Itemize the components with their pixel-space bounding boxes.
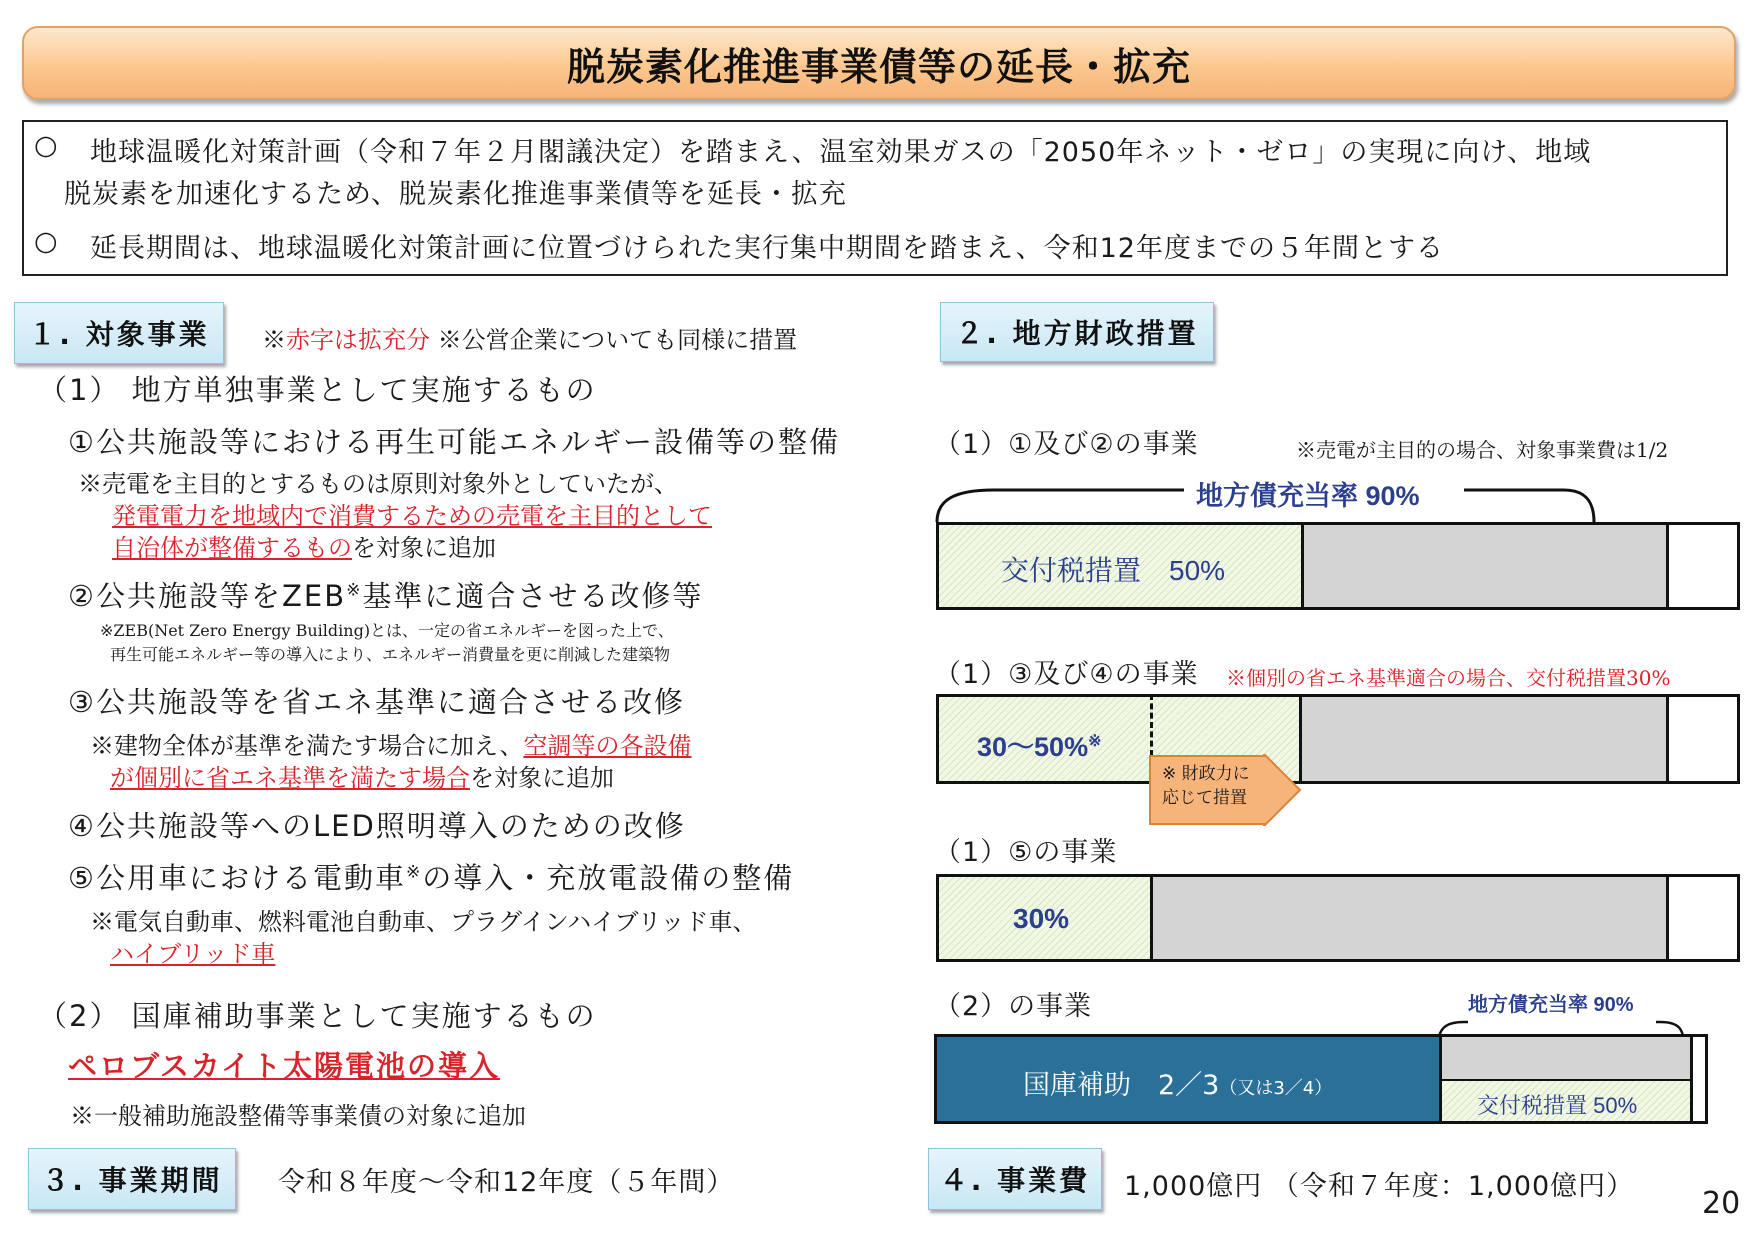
sub1-heading: （1） 地方単独事業として実施するもの [38,373,597,407]
chart3-bar [936,874,1740,962]
item3-title: ③公共施設等を省エネ基準に適合させる改修 [68,685,685,719]
chart2-label: （1）③及び④の事業 [934,659,1199,690]
item3-note2-rest: を対象に追加 [470,764,614,792]
chart2-arrow-text1: ※ 財政力に [1162,764,1250,784]
chart2-note: ※個別の省エネ基準適合の場合、交付税措置30% [1226,666,1671,690]
section4-value: 1,000億円 （令和７年度：1,000億円） [1124,1171,1635,1202]
item1-note3-rest: を対象に追加 [352,534,496,562]
chart3-fill-label: 30% [1013,903,1070,934]
summary-box [22,120,1728,276]
chart4-fill-label: 交付税措置 50% [1477,1093,1638,1118]
chart2-fill-value: 30～50% [977,732,1089,762]
chart1-gray [1304,525,1666,607]
item5-title-b: の導入・充放電設備の整備 [422,861,795,895]
chart2-arrow-text2: 応じて措置 [1162,788,1247,808]
item5-title [68,856,794,897]
item2-title [68,574,703,615]
item3-note1-a: ※建物全体が基準を満たす場合に加え、 [90,732,524,760]
section3-header [28,1148,236,1210]
chart3-gray [1153,877,1666,959]
page-number: 20 [1702,1186,1741,1221]
item1-note2: 発電電力を地域内で消費するための売電を主目的として [112,502,712,530]
chart1-bar [936,522,1740,610]
chart4-divider-2 [1690,1037,1693,1121]
section2-header-label: ２. 地方財政措置 [955,317,1199,350]
chart4-gray [1442,1037,1690,1081]
chart1-divider-2 [1666,525,1669,607]
chart4-main-label [1023,1063,1332,1102]
item6-title: ペロブスカイト太陽電池の導入 [68,1049,500,1083]
item5-title-a: ⑤公用車における電動車 [68,861,406,895]
chart1-label: （1）①及び②の事業 [934,429,1199,460]
item2-title-b: 基準に適合させる改修等 [362,579,704,613]
item3-note1-red: 空調等の各設備 [523,732,692,760]
page-title: 脱炭素化推進事業債等の延長・拡充 [566,44,1191,89]
item2-title-a: ②公共施設等をZEB [68,579,347,613]
chart3-divider-2 [1666,877,1669,959]
section1-header [14,302,224,364]
item4-title: ④公共施設等へのLED照明導入のための改修 [68,809,686,843]
summary-bullet-1: ○ [34,130,59,161]
chart2-bar [936,694,1740,784]
chart2-gray [1302,697,1666,781]
section2-header [940,302,1214,362]
summary-line-1: 地球温暖化対策計画（令和７年２月閣議決定）を踏まえ、温室効果ガスの「2050年ネット・ゼロ」の実現に向け、地域 [90,137,1592,168]
item2-note1: ※ZEB(Net Zero Energy Building)とは、一定の省エネルギーを図った上で、 [100,621,674,640]
note-red: 赤字は拡充分 [286,326,430,354]
item5-note2: ハイブリッド車 [110,940,276,968]
chart1-note: ※売電が主目的の場合、対象事業費は1/2 [1296,438,1669,462]
section4-header [928,1148,1102,1210]
summary-line-2: 延長期間は、地球温暖化対策計画に位置づけられた実行集中期間を踏まえ、令和12年度までの５年間とする [90,233,1444,264]
chart2-divider-2 [1666,697,1669,781]
chart2-fill-sup: ※ [1088,733,1102,750]
item5-sup: ※ [406,862,423,883]
chart1-brace-label: 地方債充当率 90% [1196,481,1420,511]
item2-sup: ※ [346,580,363,601]
section3-value: 令和８年度～令和12年度（５年間） [278,1167,735,1198]
chart4-label: （2）の事業 [934,991,1093,1022]
item1-note3 [112,528,496,563]
note-rest: ※公営企業についても同様に措置 [430,326,798,354]
item2-note2: 再生可能エネルギー等の導入により、エネルギー消費量を更に削減した建築物 [110,645,671,664]
chart4-brace-label: 地方債充当率 90% [1468,994,1634,1016]
chart4-main-value: 国庫補助 2／3 [1023,1070,1220,1101]
sub2-heading: （2） 国庫補助事業として実施するもの [38,999,597,1033]
summary-line-1b: 脱炭素を加速化するため、脱炭素化推進事業債等を延長・拡充 [64,179,847,210]
chart4-bar [934,1034,1708,1124]
item1-note3-red: 自治体が整備するもの [112,534,352,562]
item3-note2-red: が個別に省エネ基準を満たす場合 [110,764,470,792]
chart1-fill-label: 交付税措置 50% [1001,555,1226,586]
item3-note1 [90,726,691,761]
section1-note [262,320,797,355]
item3-note2 [110,758,614,793]
chart4-main-small: （又は3／4） [1219,1078,1333,1099]
note-prefix: ※ [262,326,286,354]
section3-header-label: ３. 事業期間 [41,1164,223,1197]
title-banner [22,26,1736,100]
item5-note1: ※電気自動車、燃料電池自動車、プラグインハイブリッド車、 [90,908,757,936]
item1-note1: ※売電を主目的とするものは原則対象外としていたが、 [78,470,678,498]
section4-header-label: ４. 事業費 [939,1164,1091,1197]
summary-bullet-2: ○ [34,226,59,257]
item6-note: ※一般補助施設整備等事業債の対象に追加 [70,1102,526,1130]
chart3-label: （1）⑤の事業 [934,837,1118,868]
chart2-fill-label [977,725,1101,764]
section1-header-label: １. 対象事業 [28,318,210,351]
item1-title: ①公共施設等における再生可能エネルギー設備等の整備 [68,425,840,459]
